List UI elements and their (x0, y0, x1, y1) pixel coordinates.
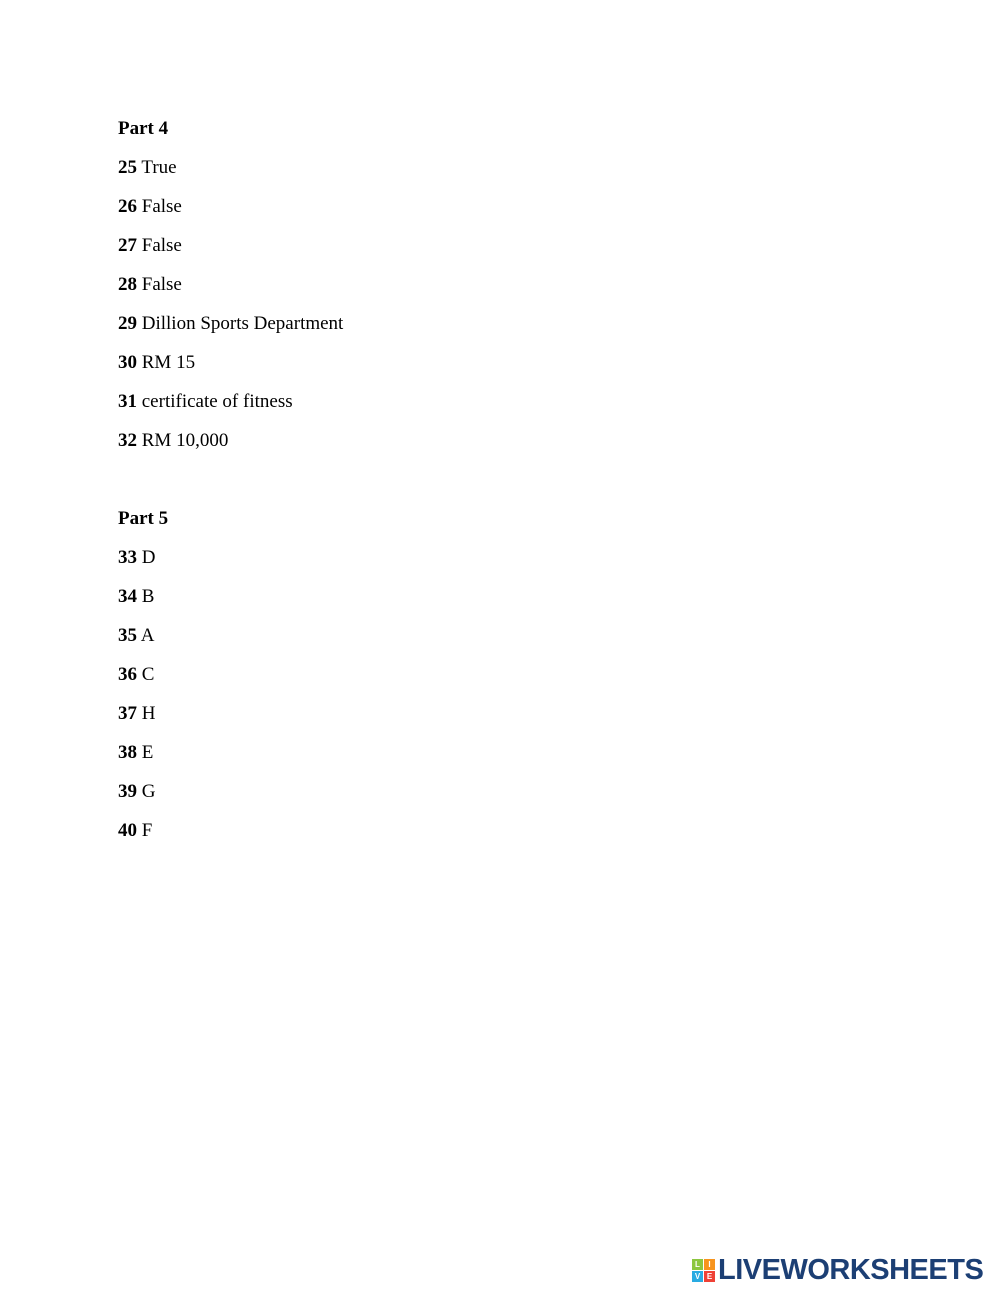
question-number: 30 (118, 352, 137, 373)
question-number: 39 (118, 781, 137, 802)
answer-text: True (141, 157, 177, 178)
answer-text: Dillion Sports Department (141, 313, 344, 334)
answer-item (118, 197, 343, 217)
answer-item (118, 587, 168, 607)
answer-text: certificate of fitness (141, 391, 293, 412)
answer-item (118, 236, 343, 256)
question-number: 32 (118, 430, 137, 451)
answer-item (118, 743, 168, 763)
part-4-title: Part 4 (118, 118, 169, 139)
answer-item (118, 782, 168, 802)
answer-text: B (141, 586, 155, 607)
answer-text: G (141, 781, 156, 802)
logo-letter: L (692, 1259, 703, 1270)
answer-item (118, 821, 168, 841)
answer-item (118, 275, 343, 295)
logo-letter: E (704, 1271, 715, 1282)
answer-item (118, 158, 343, 178)
answer-text: RM 10,000 (141, 430, 229, 451)
brand-name: LIVEWORKSHEETS (718, 1254, 984, 1286)
logo-letter: I (704, 1259, 715, 1270)
answer-text: H (141, 703, 156, 724)
answer-text: A (140, 625, 155, 646)
question-number: 36 (118, 664, 137, 685)
answer-item (118, 431, 343, 451)
question-number: 31 (118, 391, 137, 412)
answer-text: D (141, 547, 156, 568)
answer-item (118, 392, 343, 412)
answer-text: C (141, 664, 155, 685)
answer-item (118, 626, 168, 646)
answer-text: False (141, 274, 182, 295)
answer-text: False (141, 235, 182, 256)
question-number: 37 (118, 703, 137, 724)
question-number: 40 (118, 820, 137, 841)
question-number: 26 (118, 196, 137, 217)
part-5-title: Part 5 (118, 508, 169, 529)
answer-text: RM 15 (141, 352, 196, 373)
liveworksheets-logo (692, 1255, 983, 1285)
answer-text: E (141, 742, 154, 763)
logo-icon (692, 1259, 715, 1282)
answer-item (118, 704, 168, 724)
answer-item (118, 665, 168, 685)
question-number: 38 (118, 742, 137, 763)
question-number: 27 (118, 235, 137, 256)
answer-text: False (141, 196, 182, 217)
logo-letter: V (692, 1271, 703, 1282)
part-4-section (118, 119, 343, 451)
answer-item (118, 314, 343, 334)
question-number: 34 (118, 586, 137, 607)
answer-item (118, 353, 343, 373)
question-number: 35 (118, 625, 137, 646)
answer-item (118, 548, 168, 568)
question-number: 33 (118, 547, 137, 568)
answer-text: F (141, 820, 153, 841)
question-number: 29 (118, 313, 137, 334)
question-number: 28 (118, 274, 137, 295)
question-number: 25 (118, 157, 137, 178)
part-5-section (118, 509, 168, 841)
